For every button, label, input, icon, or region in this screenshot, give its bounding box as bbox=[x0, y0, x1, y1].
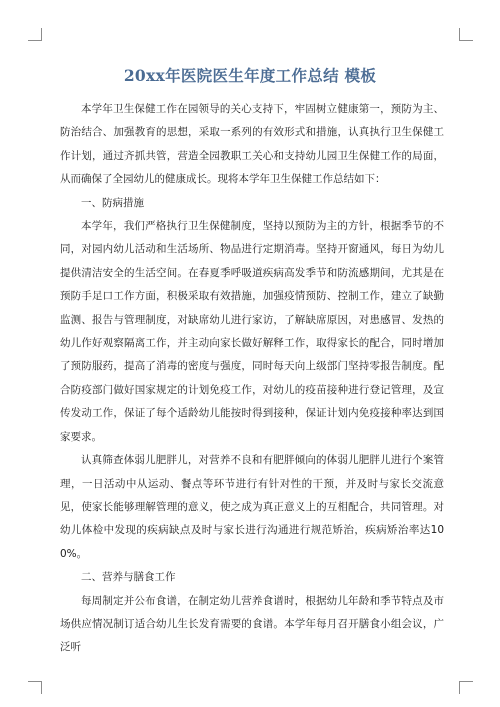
intro-paragraph: 本学年卫生保健工作在园领导的关心支持下，牢固树立健康第一，预防为主、防治结合、加强教育的思想，采取一系列的有效形式和措施，认真执行卫生保健工作计划，通过齐抓共管，营造全园教职工关心和支持幼儿园卫生保健工作的局面，从而确保了全园幼儿的健康成长。现将本学年卫生保健工作总结如下： bbox=[60, 103, 444, 186]
prevention-paragraph-1: 本学年，我们严格执行卫生保健制度，坚持以预防为主的方针，根据季节的不同，对园内幼儿活动和生活场所、物品进行定期消毒。坚持开窗通风，每日为幼儿提供清洁安全的生活空间。在春夏季呼吸道疾病高发季节和防流感期间，尤其是在预防手足口工作方面，积极采取有效措施，加强疫情预防、控制工作，建立了缺勤监测、报告与管理制度，对缺席幼儿进行家访，了解缺席原因，对患感冒、发热的幼儿作好观察隔离工作，并主动向家长做好解释工作，取得家长的配合，同时增加了预防服药，提高了消毒的密度与强度，同时每天向上级部门坚持零报告制度。配合防疫部门做好国家规定的计划免疫工作，对幼儿的疫苗接种进行登记管理，及宣传发动工作，保证了每个适龄幼儿能按时得到接种，保证计划内免疫接种率达到国家要求。 bbox=[60, 220, 444, 443]
section-heading-prevention: 一、防病措施 bbox=[81, 196, 144, 209]
crop-mark-bottom-left-h bbox=[28, 681, 41, 682]
crop-mark-bottom-right-v bbox=[459, 681, 460, 694]
section-heading-nutrition: 二、营养与膳食工作 bbox=[81, 571, 176, 584]
crop-mark-bottom-right-h bbox=[460, 681, 473, 682]
crop-mark-top-left-v bbox=[41, 28, 42, 41]
nutrition-paragraph-1: 每周制定并公布食谱，在制定幼儿营养食谱时，根据幼儿年龄和季节特点及市场供应情况制订适合幼儿生长发育需要的食谱。本学年每月召开膳食小组会议，广泛听 bbox=[60, 594, 444, 654]
crop-mark-bottom-left-v bbox=[41, 681, 42, 694]
crop-mark-top-right-v bbox=[459, 28, 460, 41]
crop-mark-top-left-h bbox=[28, 40, 41, 41]
document-body bbox=[60, 98, 444, 660]
crop-mark-top-right-h bbox=[460, 40, 473, 41]
document-title: 20xx年医院医生年度工作总结 模板 bbox=[123, 66, 377, 85]
prevention-paragraph-2: 认真筛查体弱儿肥胖儿，对营养不良和有肥胖倾向的体弱儿肥胖儿进行个案管理，一日活动中从运动、餐点等环节进行有针对性的干预，并及时与家长交流意见，使家长能够理解管理的意义，使之成为真正意义上的互相配合，共同管理。对幼儿体检中发现的疾病缺点及时与家长进行沟通进行规范矫治，疾病矫治率达100%。 bbox=[60, 454, 444, 560]
